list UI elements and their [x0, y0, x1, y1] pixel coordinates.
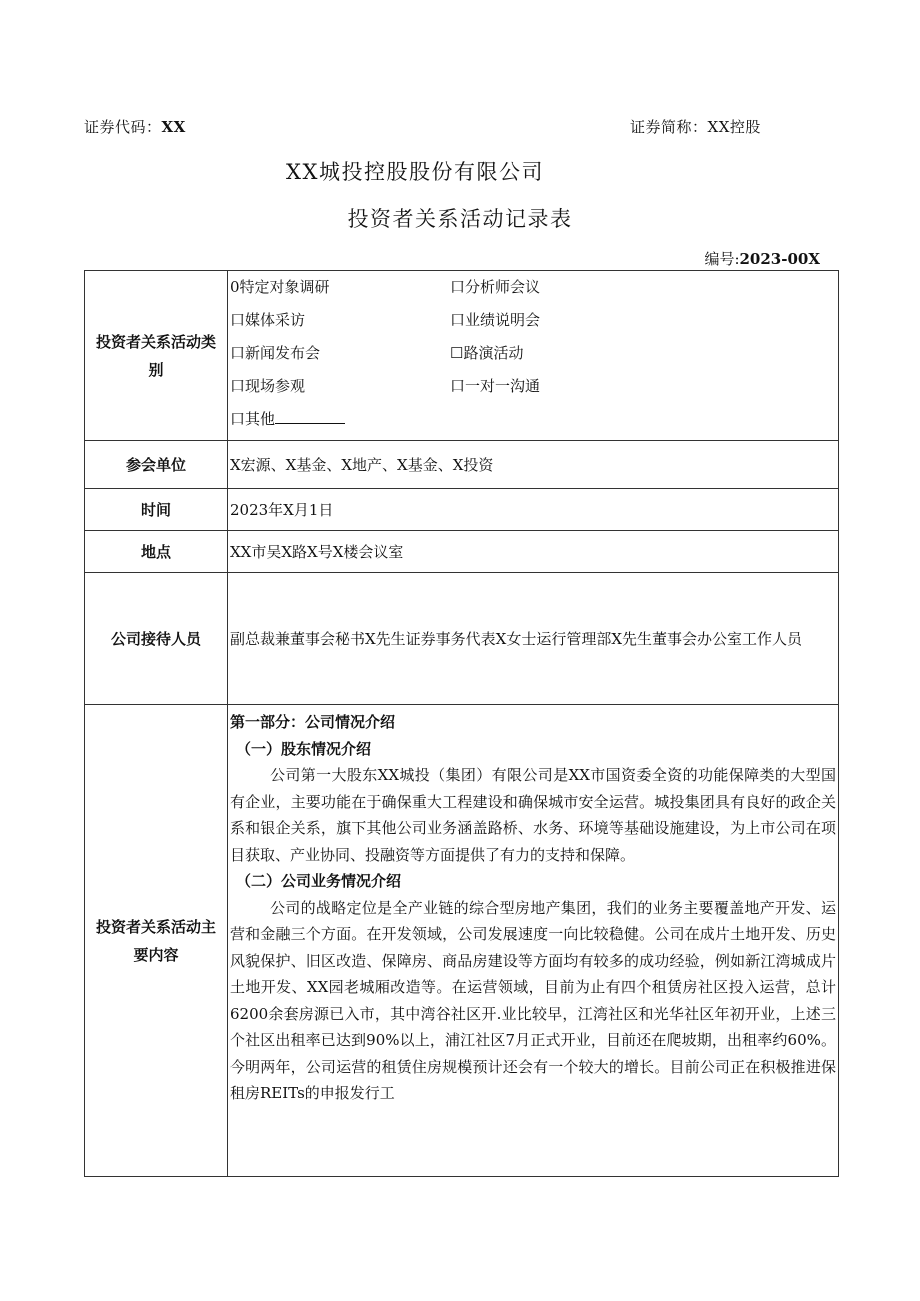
place-value: XX市吴X路X号X楼会议室 [228, 531, 839, 573]
shareholder-subheading: （一）股东情况介绍 [236, 739, 372, 758]
security-code-label: 证券代码： [84, 118, 162, 136]
row-reception [85, 573, 839, 705]
activity-type-options [228, 271, 839, 441]
document-title: 投资者关系活动记录表 [347, 207, 573, 231]
option-roadshow[interactable] [450, 337, 670, 370]
time-label: 时间 [85, 489, 228, 531]
activity-type-label: 投资者关系活动类别 [85, 271, 228, 441]
checkbox-mark: 0 [230, 278, 240, 296]
record-table [84, 270, 839, 1177]
row-place [85, 531, 839, 573]
row-main-content [85, 705, 839, 1177]
option-label: 一对一沟通 [465, 377, 541, 395]
checkbox-mark: ☐ [450, 344, 464, 362]
option-label: 现场参观 [245, 377, 306, 395]
business-paragraph: 公司的战略定位是全产业链的综合型房地产集团，我们的业务主要覆盖地产开发、运营和金融三个方面。在开发领域，公司发展速度一向比较稳健。公司在成片土地开发、历史风貌保护、旧区改造、保障房、商品房建设等方面均有较多的成功经验，例如新江湾城成片土地开发、XX园老城厢改造等。在运营领域，目前为止有四个租赁房社区投入运营，总计6200余套房源已入市，其中湾谷社区开.业比较早，江湾社区和光华社区年初开业，上述三个社区出租率已达到90%以上，浦江社区7月正式开业，目前还在爬坡期，出租率约60%。今明两年，公司运营的租赁住房规模预计还会有一个较大的增长。目前公司正在积极推进保租房REITs的申报发行工 [230, 898, 836, 1102]
checkbox-mark: 口 [230, 344, 246, 362]
document-number [680, 248, 820, 269]
checkbox-mark: 口 [450, 311, 466, 329]
checkbox-mark: 口 [230, 377, 246, 395]
reception-value: 副总裁兼董事会秘书X先生证券事务代表X女士运行管理部X先生董事会办公室工作人员 [228, 573, 839, 705]
security-code [84, 116, 186, 137]
option-analyst-meeting[interactable] [450, 271, 670, 304]
shareholder-paragraph: 公司第一大股东XX城投（集团）有限公司是XX市国资委全资的功能保障类的大型国有企业，主要功能在于确保重大工程建设和确保城市安全运营。城投集团具有良好的政企关系和银企关系，旗下其他公司业务涵盖路桥、水务、环境等基础设施建设，为上市公司在项目获取、产业协同、投融资等方面提供了有力的支持和保障。 [230, 766, 836, 864]
main-content-label: 投资者关系活动主要内容 [85, 705, 228, 1177]
document-number-value: 2023-00X [739, 250, 820, 268]
option-one-on-one[interactable] [450, 370, 670, 403]
option-label: 媒体采访 [245, 311, 306, 329]
row-participants [85, 441, 839, 489]
security-abbr-label: 证券简称： [630, 118, 708, 136]
participants-value: X宏源、X基金、X地产、X基金、X投资 [228, 441, 839, 489]
time-value: 2023年X月1日 [228, 489, 839, 531]
row-time [85, 489, 839, 531]
company-title: XX城投控股股份有限公司 [286, 160, 544, 184]
option-label: 路演活动 [463, 344, 524, 362]
checkbox-mark: 口 [230, 410, 246, 428]
checkbox-mark: 口 [450, 377, 466, 395]
participants-label: 参会单位 [85, 441, 228, 489]
option-label: 其他 [245, 410, 276, 428]
security-abbr-value: XX控股 [707, 118, 761, 136]
reception-label: 公司接待人员 [85, 573, 228, 705]
option-special-research[interactable] [230, 271, 450, 304]
option-label: 特定对象调研 [239, 278, 330, 296]
option-label: 业绩说明会 [465, 311, 541, 329]
security-abbr [630, 116, 761, 137]
business-subheading: （二）公司业务情况介绍 [236, 872, 402, 890]
option-label: 分析师会议 [465, 278, 541, 296]
option-site-visit[interactable] [230, 370, 450, 403]
document-number-label: 编号: [704, 250, 740, 268]
option-other[interactable] [230, 403, 450, 436]
option-label: 新闻发布会 [245, 344, 321, 362]
option-media-interview[interactable] [230, 304, 450, 337]
other-blank-line [275, 409, 345, 424]
security-code-value: XX [161, 118, 186, 136]
option-results-briefing[interactable] [450, 304, 670, 337]
checkbox-mark: 口 [230, 311, 246, 329]
option-press-conference[interactable] [230, 337, 450, 370]
row-activity-type [85, 271, 839, 441]
place-label: 地点 [85, 531, 228, 573]
part-one-heading: 第一部分：公司情况介绍 [230, 713, 396, 731]
checkbox-mark: 口 [450, 278, 466, 296]
main-content-body [228, 705, 839, 1177]
